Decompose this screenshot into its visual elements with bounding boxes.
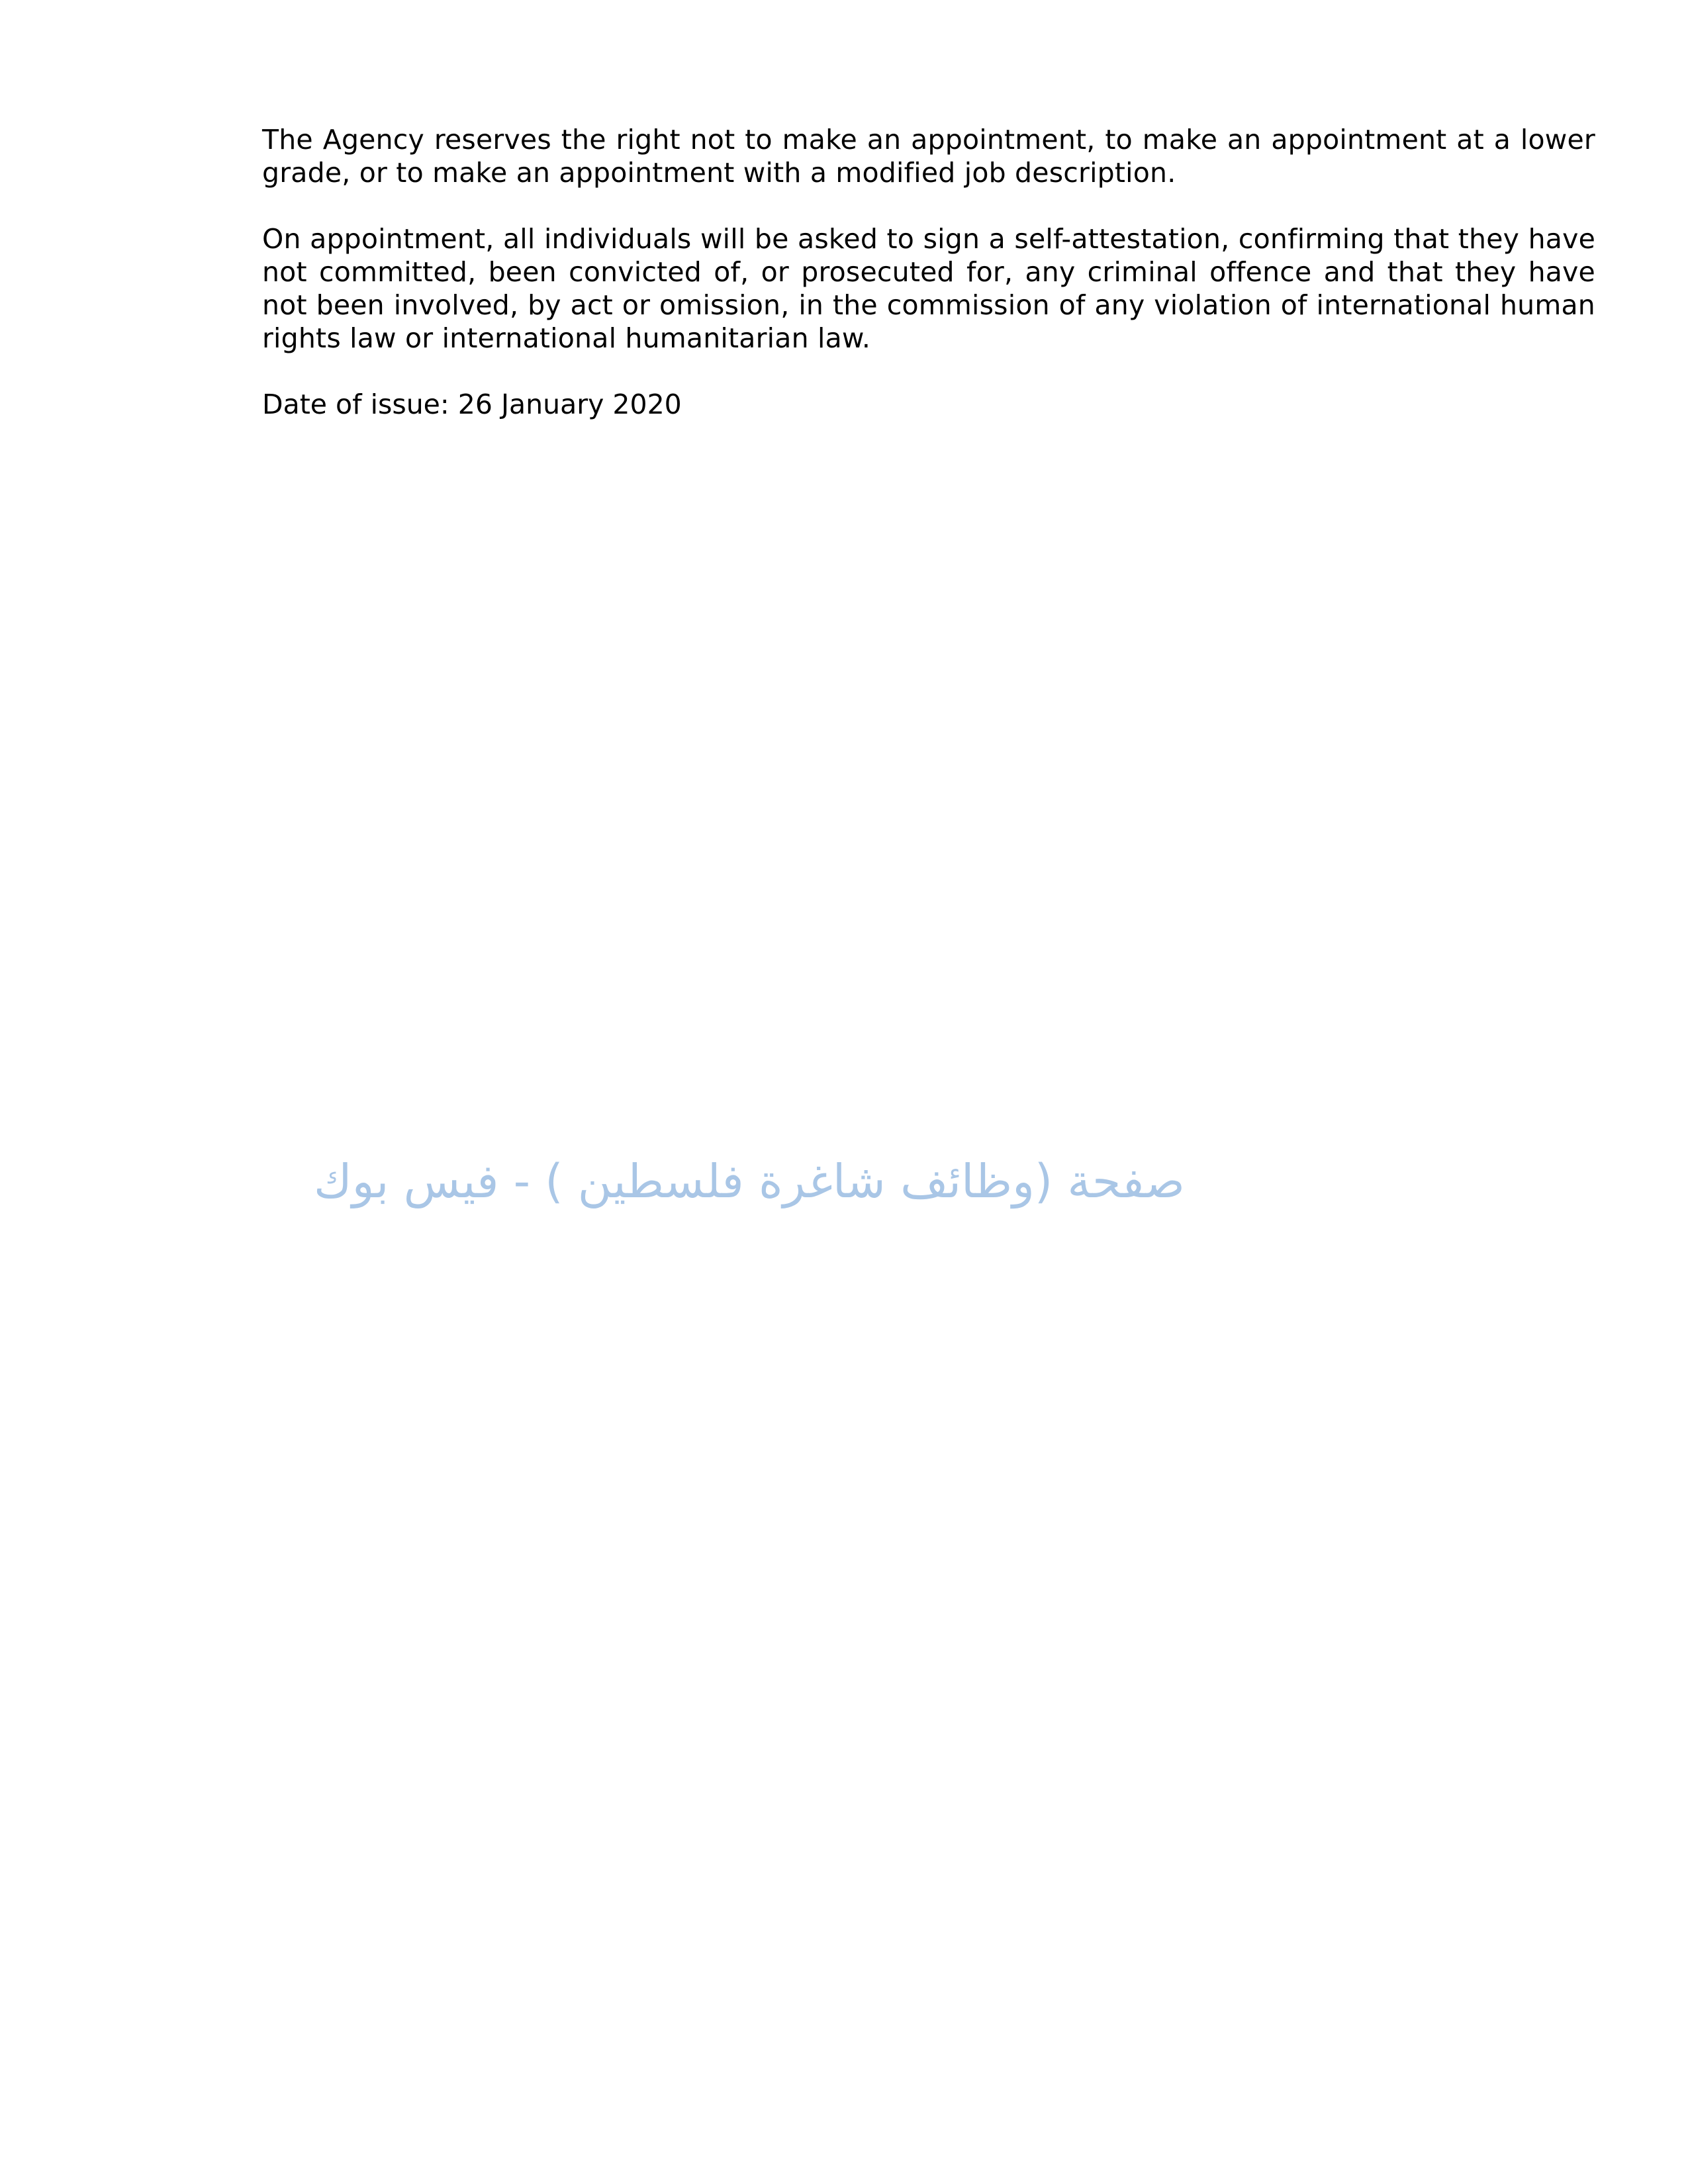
watermark-text: صفحة (وظائف شاغرة فلسطين ) - فيس بوك <box>314 1154 1185 1208</box>
date-of-issue: Date of issue: 26 January 2020 <box>262 388 682 420</box>
appointment-rights-paragraph: The Agency reserves the right not to make an appointment, to make an appointment at a lower grade, or to make an appointment with a modified job description. <box>262 124 1595 189</box>
document-body <box>262 123 1595 421</box>
self-attestation-paragraph: On appointment, all individuals will be asked to sign a self-attestation, confirming that they have not committed, been convicted of, or prosecuted for, any criminal offence and that they have not been involved, by act or omission, in the commission of any violation of international human rights law or international humanitarian law. <box>262 223 1595 354</box>
